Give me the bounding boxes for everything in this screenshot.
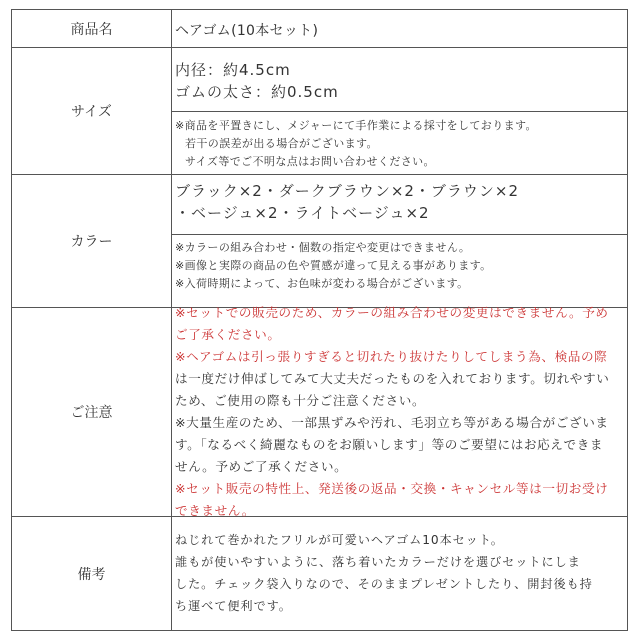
product-name-value: ヘアゴム(10本セット) bbox=[175, 23, 319, 39]
product-info-table bbox=[11, 9, 628, 631]
caution-text bbox=[175, 302, 625, 522]
size-note: ※商品を平置きにし、メジャーにて手作業による採寸をしております。 bbox=[175, 119, 537, 132]
color-line: ・ベージュ×2・ライトベージュ×2 bbox=[175, 204, 430, 222]
color-note: ※入荷時期によって、お色味が変わる場合がございます。 bbox=[175, 277, 469, 290]
product-name-label: 商品名 bbox=[70, 21, 113, 38]
size-notes bbox=[175, 117, 625, 171]
caution-line: す。「なるべく綺麗なものをお願いします」等のご要望にはお応えできま bbox=[175, 437, 604, 452]
rubber-thickness-spec: ゴムの太さ：約0.5cm bbox=[175, 83, 339, 101]
size-sub-divider bbox=[172, 111, 627, 112]
size-label: サイズ bbox=[71, 104, 112, 120]
remarks-line: ち運べて便利です。 bbox=[175, 599, 292, 613]
caution-line: ため、ご使用の際も十分ご注意ください。 bbox=[175, 393, 426, 408]
color-label: カラー bbox=[70, 234, 113, 250]
caution-line-warning: ご了承ください。 bbox=[175, 327, 281, 342]
size-note: 若干の誤差が出る場合がございます。 bbox=[185, 137, 378, 150]
color-note: ※カラーの組み合わせ・個数の指定や変更はできません。 bbox=[175, 241, 471, 254]
color-notes bbox=[175, 239, 625, 293]
remarks-line: ねじれて巻かれたフリルが可愛いヘアゴム10本セット。 bbox=[175, 533, 504, 547]
inner-diameter-spec: 内径：約4.5cm bbox=[175, 61, 291, 79]
caution-line: せん。予めご了承ください。 bbox=[175, 459, 348, 474]
color-line: ブラック×2・ダークブラウン×2・ブラウン×2 bbox=[175, 182, 520, 200]
caution-label: ご注意 bbox=[70, 405, 113, 421]
color-sub-divider bbox=[172, 234, 627, 235]
caution-line: は一度だけ伸ばしてみて大丈夫だったものを入れております。切れやすい bbox=[175, 371, 610, 386]
column-divider bbox=[171, 10, 172, 630]
size-note: サイズ等でご不明な点はお問い合わせください。 bbox=[185, 155, 435, 168]
caution-line: ※大量生産のため、一部黒ずみや汚れ、毛羽立ち等がある場合がございま bbox=[175, 415, 609, 430]
caution-line-warning: ※セットでの販売のため、カラーの組み合わせの変更はできません。予め bbox=[175, 305, 609, 320]
remarks-line: した。チェック袋入りなので、そのままプレゼントしたり、開封後も持 bbox=[175, 577, 593, 591]
caution-line-warning: できません。 bbox=[175, 503, 255, 518]
size-specs bbox=[175, 59, 625, 103]
caution-line-warning: ※セット販売の特性上、発送後の返品・交換・キャンセル等は一切お受け bbox=[175, 481, 609, 496]
remarks-text bbox=[175, 529, 625, 617]
remarks-label: 備考 bbox=[77, 566, 106, 583]
color-list bbox=[175, 180, 625, 224]
color-note: ※画像と実際の商品の色や質感が違って見える事があります。 bbox=[175, 259, 492, 272]
caution-line-warning: ※ヘアゴムは引っ張りすぎると切れたり抜けたりしてしまう為、検品の際 bbox=[175, 349, 608, 364]
remarks-line: 誰もが使いやすいように、落ち着いたカラーだけを選びセットにしま bbox=[175, 555, 581, 569]
